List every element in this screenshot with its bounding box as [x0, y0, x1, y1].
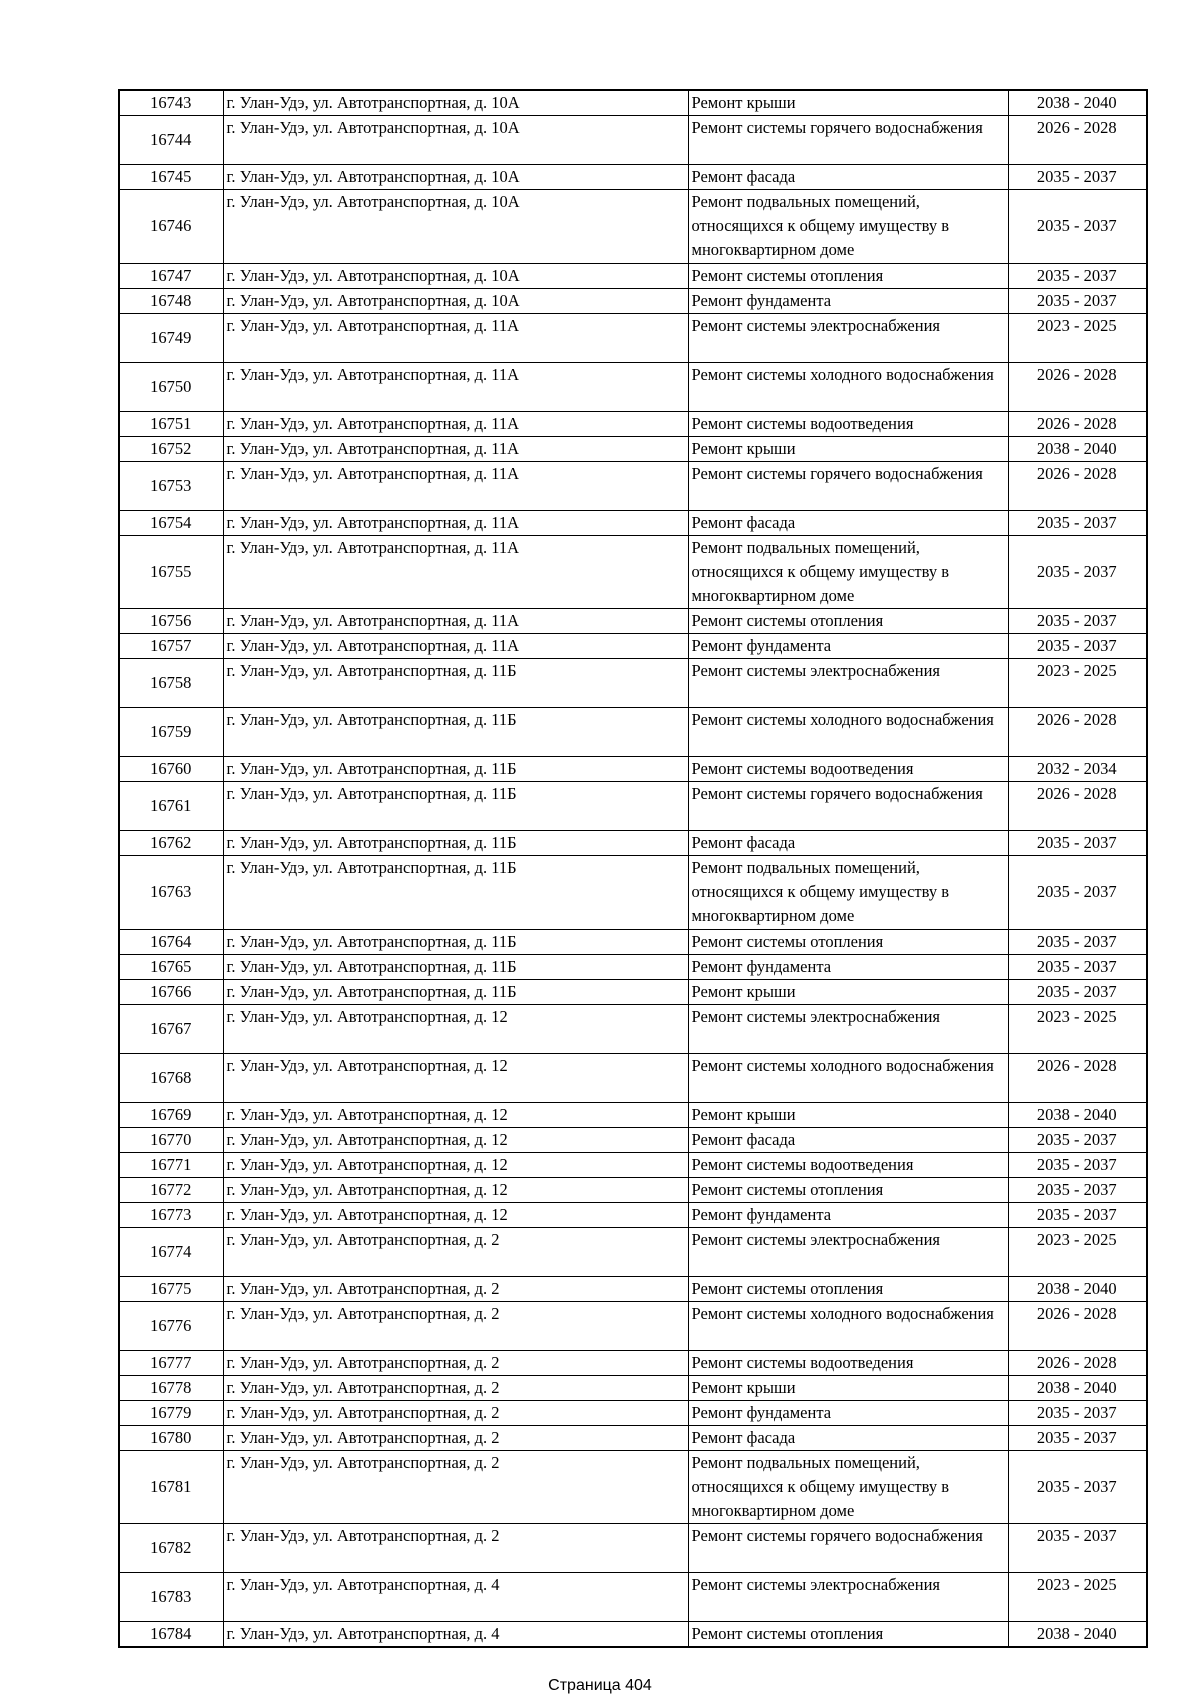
table-row: [119, 708, 1147, 757]
address-cell: г. Улан-Удэ, ул. Автотранспортная, д. 12: [223, 1127, 688, 1152]
table-row: [119, 979, 1147, 1004]
period-cell: 2038 - 2040: [1008, 1102, 1147, 1127]
period-cell: 2038 - 2040: [1008, 90, 1147, 116]
row-number-cell: 16748: [119, 288, 223, 313]
row-number-cell: 16779: [119, 1400, 223, 1425]
work-type-cell: Ремонт системы холодного водоснабжения: [688, 1301, 1008, 1350]
row-number-cell: 16761: [119, 782, 223, 831]
period-cell: 2023 - 2025: [1008, 1227, 1147, 1276]
address-cell: г. Улан-Удэ, ул. Автотранспортная, д. 12: [223, 1177, 688, 1202]
address-cell: г. Улан-Удэ, ул. Автотранспортная, д. 2: [223, 1375, 688, 1400]
period-cell: 2023 - 2025: [1008, 1004, 1147, 1053]
address-cell: г. Улан-Удэ, ул. Автотранспортная, д. 12: [223, 1202, 688, 1227]
table-row: [119, 634, 1147, 659]
work-type-cell: Ремонт системы отопления: [688, 1622, 1008, 1648]
period-cell: 2032 - 2034: [1008, 757, 1147, 782]
address-cell: г. Улан-Удэ, ул. Автотранспортная, д. 11Б: [223, 929, 688, 954]
row-number-cell: 16766: [119, 979, 223, 1004]
table-row: [119, 1400, 1147, 1425]
table-row: [119, 510, 1147, 535]
period-cell: 2026 - 2028: [1008, 362, 1147, 411]
row-number-cell: 16775: [119, 1276, 223, 1301]
row-number-cell: 16751: [119, 411, 223, 436]
table-row: [119, 1102, 1147, 1127]
row-number-cell: 16770: [119, 1127, 223, 1152]
period-cell: 2026 - 2028: [1008, 411, 1147, 436]
table-row: [119, 954, 1147, 979]
table-row: [119, 1301, 1147, 1350]
work-type-cell: Ремонт системы холодного водоснабжения: [688, 362, 1008, 411]
work-type-cell: Ремонт системы электроснабжения: [688, 313, 1008, 362]
address-cell: г. Улан-Удэ, ул. Автотранспортная, д. 11А: [223, 609, 688, 634]
address-cell: г. Улан-Удэ, ул. Автотранспортная, д. 2: [223, 1276, 688, 1301]
address-cell: г. Улан-Удэ, ул. Автотранспортная, д. 4: [223, 1622, 688, 1648]
address-cell: г. Улан-Удэ, ул. Автотранспортная, д. 2: [223, 1301, 688, 1350]
address-cell: г. Улан-Удэ, ул. Автотранспортная, д. 10А: [223, 263, 688, 288]
row-number-cell: 16776: [119, 1301, 223, 1350]
period-cell: 2035 - 2037: [1008, 979, 1147, 1004]
period-cell: 2026 - 2028: [1008, 782, 1147, 831]
table-row: [119, 90, 1147, 116]
table-row: [119, 782, 1147, 831]
work-type-cell: Ремонт системы электроснабжения: [688, 1004, 1008, 1053]
row-number-cell: 16757: [119, 634, 223, 659]
period-cell: 2035 - 2037: [1008, 1524, 1147, 1573]
table-row: [119, 1375, 1147, 1400]
row-number-cell: 16746: [119, 190, 223, 264]
row-number-cell: 16754: [119, 510, 223, 535]
period-cell: 2038 - 2040: [1008, 436, 1147, 461]
period-cell: 2023 - 2025: [1008, 659, 1147, 708]
row-number-cell: 16749: [119, 313, 223, 362]
row-number-cell: 16783: [119, 1573, 223, 1622]
address-cell: г. Улан-Удэ, ул. Автотранспортная, д. 10А: [223, 190, 688, 264]
address-cell: г. Улан-Удэ, ул. Автотранспортная, д. 12: [223, 1152, 688, 1177]
work-type-cell: Ремонт системы горячего водоснабжения: [688, 116, 1008, 165]
period-cell: 2035 - 2037: [1008, 1450, 1147, 1524]
work-type-cell: Ремонт системы водоотведения: [688, 757, 1008, 782]
period-cell: 2035 - 2037: [1008, 831, 1147, 856]
period-cell: 2038 - 2040: [1008, 1276, 1147, 1301]
row-number-cell: 16759: [119, 708, 223, 757]
period-cell: 2035 - 2037: [1008, 510, 1147, 535]
address-cell: г. Улан-Удэ, ул. Автотранспортная, д. 11А: [223, 634, 688, 659]
work-type-cell: Ремонт системы горячего водоснабжения: [688, 782, 1008, 831]
table-row: [119, 757, 1147, 782]
table-row: [119, 1127, 1147, 1152]
row-number-cell: 16750: [119, 362, 223, 411]
row-number-cell: 16777: [119, 1350, 223, 1375]
table-row: [119, 263, 1147, 288]
period-cell: 2026 - 2028: [1008, 1350, 1147, 1375]
address-cell: г. Улан-Удэ, ул. Автотранспортная, д. 2: [223, 1425, 688, 1450]
work-type-cell: Ремонт крыши: [688, 979, 1008, 1004]
work-type-cell: Ремонт системы холодного водоснабжения: [688, 708, 1008, 757]
row-number-cell: 16772: [119, 1177, 223, 1202]
address-cell: г. Улан-Удэ, ул. Автотранспортная, д. 11Б: [223, 659, 688, 708]
table-row: [119, 288, 1147, 313]
table-row: [119, 116, 1147, 165]
row-number-cell: 16764: [119, 929, 223, 954]
address-cell: г. Улан-Удэ, ул. Автотранспортная, д. 2: [223, 1227, 688, 1276]
work-type-cell: Ремонт системы электроснабжения: [688, 1227, 1008, 1276]
repair-schedule-table: [118, 89, 1148, 1648]
table-row: [119, 929, 1147, 954]
table-row: [119, 436, 1147, 461]
work-type-cell: Ремонт фундамента: [688, 954, 1008, 979]
table-row: [119, 831, 1147, 856]
work-type-cell: Ремонт системы холодного водоснабжения: [688, 1053, 1008, 1102]
row-number-cell: 16778: [119, 1375, 223, 1400]
period-cell: 2035 - 2037: [1008, 929, 1147, 954]
row-number-cell: 16744: [119, 116, 223, 165]
work-type-cell: Ремонт фундамента: [688, 1202, 1008, 1227]
address-cell: г. Улан-Удэ, ул. Автотранспортная, д. 2: [223, 1350, 688, 1375]
table-row: [119, 609, 1147, 634]
table-row: [119, 1004, 1147, 1053]
work-type-cell: Ремонт фасада: [688, 510, 1008, 535]
work-type-cell: Ремонт крыши: [688, 1375, 1008, 1400]
address-cell: г. Улан-Удэ, ул. Автотранспортная, д. 11Б: [223, 782, 688, 831]
row-number-cell: 16763: [119, 856, 223, 930]
period-cell: 2035 - 2037: [1008, 263, 1147, 288]
period-cell: 2035 - 2037: [1008, 856, 1147, 930]
address-cell: г. Улан-Удэ, ул. Автотранспортная, д. 11Б: [223, 856, 688, 930]
row-number-cell: 16773: [119, 1202, 223, 1227]
row-number-cell: 16782: [119, 1524, 223, 1573]
work-type-cell: Ремонт крыши: [688, 436, 1008, 461]
table-row: [119, 313, 1147, 362]
address-cell: г. Улан-Удэ, ул. Автотранспортная, д. 4: [223, 1573, 688, 1622]
table-row: [119, 1053, 1147, 1102]
address-cell: г. Улан-Удэ, ул. Автотранспортная, д. 11Б: [223, 979, 688, 1004]
table-row: [119, 362, 1147, 411]
work-type-cell: Ремонт фундамента: [688, 288, 1008, 313]
table-row: [119, 1152, 1147, 1177]
table-row: [119, 1425, 1147, 1450]
work-type-cell: Ремонт фасада: [688, 831, 1008, 856]
period-cell: 2038 - 2040: [1008, 1375, 1147, 1400]
work-type-cell: Ремонт подвальных помещений, относящихся к общему имуществу в многоквартирном доме: [688, 535, 1008, 609]
work-type-cell: Ремонт системы отопления: [688, 263, 1008, 288]
period-cell: 2035 - 2037: [1008, 1400, 1147, 1425]
address-cell: г. Улан-Удэ, ул. Автотранспортная, д. 11А: [223, 535, 688, 609]
table-row: [119, 411, 1147, 436]
address-cell: г. Улан-Удэ, ул. Автотранспортная, д. 10А: [223, 165, 688, 190]
work-type-cell: Ремонт системы водоотведения: [688, 1152, 1008, 1177]
work-type-cell: Ремонт фундамента: [688, 1400, 1008, 1425]
address-cell: г. Улан-Удэ, ул. Автотранспортная, д. 12: [223, 1053, 688, 1102]
row-number-cell: 16752: [119, 436, 223, 461]
address-cell: г. Улан-Удэ, ул. Автотранспортная, д. 12: [223, 1004, 688, 1053]
period-cell: 2035 - 2037: [1008, 1202, 1147, 1227]
period-cell: 2023 - 2025: [1008, 313, 1147, 362]
row-number-cell: 16756: [119, 609, 223, 634]
work-type-cell: Ремонт фундамента: [688, 634, 1008, 659]
row-number-cell: 16769: [119, 1102, 223, 1127]
address-cell: г. Улан-Удэ, ул. Автотранспортная, д. 11А: [223, 436, 688, 461]
work-type-cell: Ремонт системы электроснабжения: [688, 659, 1008, 708]
period-cell: 2038 - 2040: [1008, 1622, 1147, 1648]
table-row: [119, 190, 1147, 264]
row-number-cell: 16774: [119, 1227, 223, 1276]
row-number-cell: 16767: [119, 1004, 223, 1053]
row-number-cell: 16760: [119, 757, 223, 782]
period-cell: 2026 - 2028: [1008, 461, 1147, 510]
table-row: [119, 1524, 1147, 1573]
period-cell: 2035 - 2037: [1008, 165, 1147, 190]
period-cell: 2035 - 2037: [1008, 954, 1147, 979]
work-type-cell: Ремонт подвальных помещений, относящихся к общему имуществу в многоквартирном доме: [688, 190, 1008, 264]
table-row: [119, 1202, 1147, 1227]
work-type-cell: Ремонт фасада: [688, 165, 1008, 190]
address-cell: г. Улан-Удэ, ул. Автотранспортная, д. 2: [223, 1524, 688, 1573]
table-row: [119, 1276, 1147, 1301]
address-cell: г. Улан-Удэ, ул. Автотранспортная, д. 11А: [223, 411, 688, 436]
row-number-cell: 16753: [119, 461, 223, 510]
table-row: [119, 1450, 1147, 1524]
row-number-cell: 16768: [119, 1053, 223, 1102]
work-type-cell: Ремонт системы электроснабжения: [688, 1573, 1008, 1622]
address-cell: г. Улан-Удэ, ул. Автотранспортная, д. 11Б: [223, 708, 688, 757]
period-cell: 2035 - 2037: [1008, 535, 1147, 609]
work-type-cell: Ремонт крыши: [688, 90, 1008, 116]
work-type-cell: Ремонт системы отопления: [688, 609, 1008, 634]
period-cell: 2035 - 2037: [1008, 609, 1147, 634]
period-cell: 2035 - 2037: [1008, 288, 1147, 313]
row-number-cell: 16762: [119, 831, 223, 856]
period-cell: 2035 - 2037: [1008, 1177, 1147, 1202]
row-number-cell: 16780: [119, 1425, 223, 1450]
table-row: [119, 535, 1147, 609]
work-type-cell: Ремонт системы горячего водоснабжения: [688, 1524, 1008, 1573]
schedule-table-body: [119, 90, 1147, 1647]
period-cell: 2023 - 2025: [1008, 1573, 1147, 1622]
address-cell: г. Улан-Удэ, ул. Автотранспортная, д. 10А: [223, 116, 688, 165]
table-row: [119, 1350, 1147, 1375]
address-cell: г. Улан-Удэ, ул. Автотранспортная, д. 12: [223, 1102, 688, 1127]
period-cell: 2026 - 2028: [1008, 116, 1147, 165]
row-number-cell: 16743: [119, 90, 223, 116]
work-type-cell: Ремонт фасада: [688, 1127, 1008, 1152]
address-cell: г. Улан-Удэ, ул. Автотранспортная, д. 11Б: [223, 757, 688, 782]
period-cell: 2026 - 2028: [1008, 708, 1147, 757]
table-row: [119, 1177, 1147, 1202]
row-number-cell: 16745: [119, 165, 223, 190]
period-cell: 2035 - 2037: [1008, 190, 1147, 264]
address-cell: г. Улан-Удэ, ул. Автотранспортная, д. 11Б: [223, 954, 688, 979]
period-cell: 2035 - 2037: [1008, 1127, 1147, 1152]
row-number-cell: 16771: [119, 1152, 223, 1177]
table-row: [119, 856, 1147, 930]
period-cell: 2035 - 2037: [1008, 634, 1147, 659]
work-type-cell: Ремонт системы водоотведения: [688, 1350, 1008, 1375]
work-type-cell: Ремонт крыши: [688, 1102, 1008, 1127]
address-cell: г. Улан-Удэ, ул. Автотранспортная, д. 10А: [223, 90, 688, 116]
row-number-cell: 16784: [119, 1622, 223, 1648]
table-row: [119, 1622, 1147, 1648]
period-cell: 2035 - 2037: [1008, 1425, 1147, 1450]
table-row: [119, 461, 1147, 510]
table-row: [119, 1573, 1147, 1622]
period-cell: 2026 - 2028: [1008, 1301, 1147, 1350]
work-type-cell: Ремонт подвальных помещений, относящихся к общему имуществу в многоквартирном доме: [688, 856, 1008, 930]
page-number: Страница 404: [548, 1677, 652, 1694]
table-row: [119, 659, 1147, 708]
row-number-cell: 16755: [119, 535, 223, 609]
work-type-cell: Ремонт системы отопления: [688, 1276, 1008, 1301]
work-type-cell: Ремонт фасада: [688, 1425, 1008, 1450]
period-cell: 2035 - 2037: [1008, 1152, 1147, 1177]
work-type-cell: Ремонт подвальных помещений, относящихся к общему имуществу в многоквартирном доме: [688, 1450, 1008, 1524]
table-row: [119, 1227, 1147, 1276]
work-type-cell: Ремонт системы горячего водоснабжения: [688, 461, 1008, 510]
row-number-cell: 16758: [119, 659, 223, 708]
table-row: [119, 165, 1147, 190]
work-type-cell: Ремонт системы водоотведения: [688, 411, 1008, 436]
address-cell: г. Улан-Удэ, ул. Автотранспортная, д. 2: [223, 1450, 688, 1524]
address-cell: г. Улан-Удэ, ул. Автотранспортная, д. 11А: [223, 313, 688, 362]
address-cell: г. Улан-Удэ, ул. Автотранспортная, д. 2: [223, 1400, 688, 1425]
row-number-cell: 16781: [119, 1450, 223, 1524]
address-cell: г. Улан-Удэ, ул. Автотранспортная, д. 11Б: [223, 831, 688, 856]
period-cell: 2026 - 2028: [1008, 1053, 1147, 1102]
address-cell: г. Улан-Удэ, ул. Автотранспортная, д. 11А: [223, 362, 688, 411]
address-cell: г. Улан-Удэ, ул. Автотранспортная, д. 11А: [223, 510, 688, 535]
address-cell: г. Улан-Удэ, ул. Автотранспортная, д. 10А: [223, 288, 688, 313]
work-type-cell: Ремонт системы отопления: [688, 1177, 1008, 1202]
row-number-cell: 16765: [119, 954, 223, 979]
address-cell: г. Улан-Удэ, ул. Автотранспортная, д. 11А: [223, 461, 688, 510]
row-number-cell: 16747: [119, 263, 223, 288]
work-type-cell: Ремонт системы отопления: [688, 929, 1008, 954]
